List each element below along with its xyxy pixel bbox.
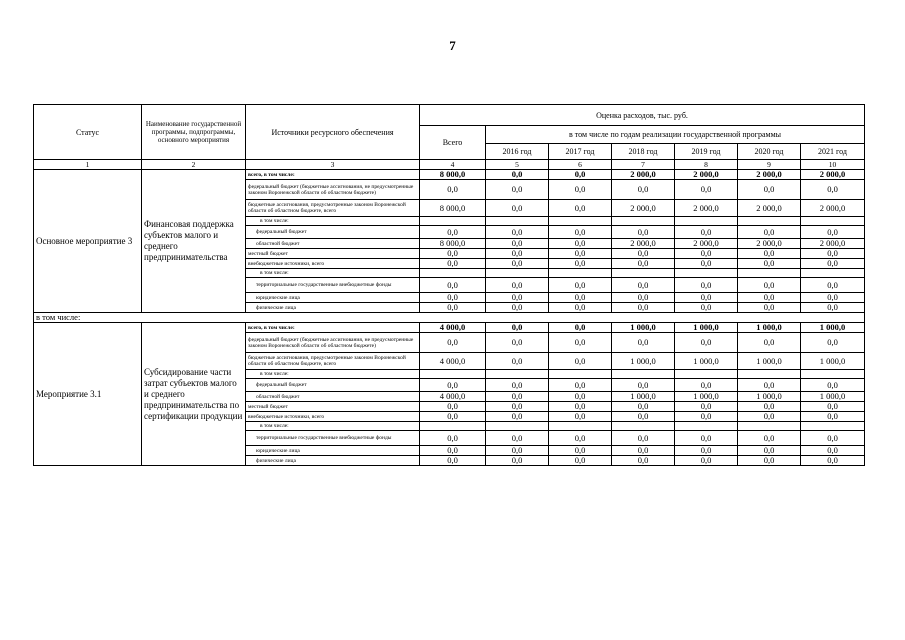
value-cell: 2 000,0: [738, 239, 801, 249]
value-cell: [675, 217, 738, 226]
column-number: 4: [420, 160, 486, 170]
value-cell: 0,0: [486, 278, 549, 293]
value-cell: 0,0: [486, 259, 549, 269]
value-cell: 0,0: [549, 200, 612, 217]
value-cell: 0,0: [612, 226, 675, 239]
value-cell: 2 000,0: [675, 170, 738, 180]
value-cell: 0,0: [801, 259, 865, 269]
value-cell: 0,0: [738, 431, 801, 446]
header-year: 2017 год: [549, 144, 612, 160]
value-cell: 2 000,0: [675, 200, 738, 217]
source-cell: всего, в том числе:: [246, 170, 420, 180]
value-cell: 2 000,0: [738, 200, 801, 217]
header-name: Наименование государственной программы, подпрограммы, основного мероприятия: [142, 105, 246, 160]
value-cell: 0,0: [738, 402, 801, 412]
value-cell: 0,0: [675, 293, 738, 303]
source-cell: бюджетные ассигнования, предусмотренные законом Воронежской области об областном бюджете, всего: [246, 353, 420, 370]
value-cell: 0,0: [738, 333, 801, 353]
value-cell: 0,0: [801, 278, 865, 293]
header-year: 2016 год: [486, 144, 549, 160]
value-cell: 1 000,0: [612, 353, 675, 370]
value-cell: 0,0: [801, 249, 865, 259]
value-cell: [549, 422, 612, 431]
value-cell: 0,0: [420, 249, 486, 259]
value-cell: 0,0: [738, 278, 801, 293]
value-cell: 0,0: [549, 278, 612, 293]
value-cell: 0,0: [738, 379, 801, 392]
table-row: [34, 323, 865, 333]
value-cell: 0,0: [612, 259, 675, 269]
value-cell: 0,0: [486, 293, 549, 303]
value-cell: 1 000,0: [801, 323, 865, 333]
value-cell: 4 000,0: [420, 323, 486, 333]
value-cell: 2 000,0: [612, 200, 675, 217]
value-cell: 0,0: [675, 333, 738, 353]
value-cell: 2 000,0: [801, 170, 865, 180]
value-cell: 2 000,0: [801, 200, 865, 217]
source-cell: областной бюджет: [246, 392, 420, 402]
value-cell: 0,0: [420, 259, 486, 269]
value-cell: 4 000,0: [420, 353, 486, 370]
value-cell: [612, 217, 675, 226]
value-cell: 0,0: [612, 293, 675, 303]
source-cell: внебюджетные источники, всего: [246, 259, 420, 269]
value-cell: 0,0: [420, 333, 486, 353]
subheading-block: [34, 313, 865, 323]
value-cell: 1 000,0: [801, 353, 865, 370]
value-cell: 0,0: [486, 402, 549, 412]
header-year: 2018 год: [612, 144, 675, 160]
value-cell: 0,0: [486, 200, 549, 217]
value-cell: 0,0: [549, 379, 612, 392]
source-cell: юридические лица: [246, 446, 420, 456]
value-cell: 0,0: [549, 170, 612, 180]
value-cell: 0,0: [549, 333, 612, 353]
header-year: 2020 год: [738, 144, 801, 160]
value-cell: [420, 422, 486, 431]
value-cell: [675, 370, 738, 379]
value-cell: 1 000,0: [675, 353, 738, 370]
column-number: 8: [675, 160, 738, 170]
value-cell: 0,0: [549, 293, 612, 303]
source-cell: юридические лица: [246, 293, 420, 303]
value-cell: 0,0: [420, 379, 486, 392]
value-cell: 0,0: [420, 412, 486, 422]
name-cell: Финансовая поддержка субъектов малого и среднего предпринимательства: [142, 170, 246, 313]
value-cell: 0,0: [801, 303, 865, 313]
value-cell: 0,0: [738, 226, 801, 239]
value-cell: 0,0: [801, 446, 865, 456]
value-cell: 0,0: [675, 259, 738, 269]
value-cell: 0,0: [801, 431, 865, 446]
value-cell: 0,0: [738, 446, 801, 456]
value-cell: 0,0: [675, 456, 738, 466]
value-cell: 0,0: [486, 323, 549, 333]
value-cell: 0,0: [738, 180, 801, 200]
source-cell: бюджетные ассигнования, предусмотренные законом Воронежской области об областном бюджете, всего: [246, 200, 420, 217]
source-cell: внебюджетные источники, всего: [246, 412, 420, 422]
value-cell: 8 000,0: [420, 239, 486, 249]
column-number: 1: [34, 160, 142, 170]
value-cell: 0,0: [612, 412, 675, 422]
source-cell: в том числе:: [246, 217, 420, 226]
value-cell: 0,0: [549, 402, 612, 412]
source-cell: территориальные государственные внебюджетные фонды: [246, 431, 420, 446]
value-cell: 2 000,0: [612, 170, 675, 180]
source-cell: территориальные государственные внебюджетные фонды: [246, 278, 420, 293]
value-cell: 0,0: [801, 333, 865, 353]
value-cell: 0,0: [612, 303, 675, 313]
column-number: 6: [549, 160, 612, 170]
table-header: [34, 105, 865, 170]
source-cell: федеральный бюджет: [246, 226, 420, 239]
main-activity-3-block: [34, 170, 865, 313]
value-cell: 0,0: [801, 456, 865, 466]
value-cell: 0,0: [486, 180, 549, 200]
value-cell: 2 000,0: [801, 239, 865, 249]
value-cell: [486, 217, 549, 226]
column-numbers-row: [34, 160, 865, 170]
value-cell: 1 000,0: [612, 323, 675, 333]
value-cell: 2 000,0: [738, 170, 801, 180]
value-cell: [612, 370, 675, 379]
value-cell: 0,0: [549, 323, 612, 333]
value-cell: [612, 269, 675, 278]
source-cell: в том числе:: [246, 269, 420, 278]
value-cell: 0,0: [549, 431, 612, 446]
value-cell: [612, 422, 675, 431]
name-cell: Субсидирование части затрат субъектов малого и среднего предпринимательства по сертификации продукции: [142, 323, 246, 466]
header-year: 2021 год: [801, 144, 865, 160]
column-number: 2: [142, 160, 246, 170]
value-cell: 0,0: [675, 431, 738, 446]
value-cell: [738, 269, 801, 278]
value-cell: 0,0: [612, 333, 675, 353]
column-number: 10: [801, 160, 865, 170]
value-cell: 0,0: [675, 226, 738, 239]
activity-3-1-block: [34, 323, 865, 466]
value-cell: 0,0: [801, 180, 865, 200]
value-cell: 0,0: [738, 456, 801, 466]
value-cell: 1 000,0: [612, 392, 675, 402]
header-year: 2019 год: [675, 144, 738, 160]
value-cell: 0,0: [675, 180, 738, 200]
value-cell: [675, 269, 738, 278]
value-cell: 0,0: [420, 180, 486, 200]
value-cell: 0,0: [738, 249, 801, 259]
value-cell: 0,0: [549, 259, 612, 269]
value-cell: [549, 269, 612, 278]
header-by-years: в том числе по годам реализации государственной программы: [486, 126, 865, 144]
value-cell: 0,0: [486, 379, 549, 392]
value-cell: 8 000,0: [420, 170, 486, 180]
header-estimate: Оценка расходов, тыс. руб.: [420, 105, 865, 126]
value-cell: 0,0: [486, 170, 549, 180]
value-cell: 0,0: [549, 392, 612, 402]
status-cell: Основное мероприятие 3: [34, 170, 142, 313]
source-cell: местный бюджет: [246, 249, 420, 259]
value-cell: [486, 370, 549, 379]
value-cell: [549, 217, 612, 226]
value-cell: 1 000,0: [738, 353, 801, 370]
value-cell: [801, 422, 865, 431]
page-number: 7: [449, 38, 456, 53]
value-cell: 1 000,0: [675, 392, 738, 402]
value-cell: 0,0: [420, 278, 486, 293]
value-cell: 0,0: [420, 226, 486, 239]
value-cell: 0,0: [486, 239, 549, 249]
value-cell: 0,0: [549, 239, 612, 249]
value-cell: 2 000,0: [612, 239, 675, 249]
column-number: 7: [612, 160, 675, 170]
value-cell: 0,0: [675, 379, 738, 392]
value-cell: 0,0: [612, 180, 675, 200]
value-cell: 0,0: [801, 402, 865, 412]
source-cell: в том числе:: [246, 370, 420, 379]
value-cell: [549, 370, 612, 379]
value-cell: 0,0: [675, 412, 738, 422]
value-cell: 0,0: [549, 180, 612, 200]
source-cell: физические лица: [246, 303, 420, 313]
value-cell: 0,0: [612, 249, 675, 259]
source-cell: федеральный бюджет (бюджетные ассигнования, не предусмотренные законом Воронежской области об областном бюджете): [246, 180, 420, 200]
value-cell: [420, 370, 486, 379]
in-that-number-label: в том числе:: [34, 313, 865, 323]
value-cell: 0,0: [801, 226, 865, 239]
value-cell: [801, 370, 865, 379]
value-cell: 0,0: [612, 446, 675, 456]
header-sources: Источники ресурсного обеспечения: [246, 105, 420, 160]
value-cell: 0,0: [675, 446, 738, 456]
value-cell: 0,0: [549, 456, 612, 466]
value-cell: 0,0: [420, 293, 486, 303]
value-cell: 8 000,0: [420, 200, 486, 217]
value-cell: [675, 422, 738, 431]
value-cell: 0,0: [612, 402, 675, 412]
value-cell: 0,0: [420, 456, 486, 466]
value-cell: 0,0: [675, 249, 738, 259]
value-cell: 0,0: [549, 353, 612, 370]
header-status: Статус: [34, 105, 142, 160]
value-cell: 0,0: [549, 412, 612, 422]
value-cell: 0,0: [675, 402, 738, 412]
value-cell: 0,0: [549, 446, 612, 456]
value-cell: 0,0: [486, 431, 549, 446]
column-number: 5: [486, 160, 549, 170]
column-number: 3: [246, 160, 420, 170]
value-cell: [420, 269, 486, 278]
source-cell: федеральный бюджет: [246, 379, 420, 392]
value-cell: 0,0: [738, 303, 801, 313]
value-cell: 0,0: [549, 249, 612, 259]
value-cell: 1 000,0: [801, 392, 865, 402]
value-cell: 0,0: [801, 412, 865, 422]
value-cell: 0,0: [738, 259, 801, 269]
value-cell: 0,0: [612, 456, 675, 466]
header-total: Всего: [420, 126, 486, 160]
value-cell: 0,0: [549, 226, 612, 239]
value-cell: 1 000,0: [738, 392, 801, 402]
value-cell: 0,0: [486, 226, 549, 239]
value-cell: 4 000,0: [420, 392, 486, 402]
value-cell: 0,0: [738, 293, 801, 303]
column-number: 9: [738, 160, 801, 170]
value-cell: [801, 269, 865, 278]
value-cell: 0,0: [486, 412, 549, 422]
source-cell: в том числе:: [246, 422, 420, 431]
value-cell: 0,0: [486, 333, 549, 353]
value-cell: 0,0: [420, 402, 486, 412]
value-cell: [801, 217, 865, 226]
value-cell: 0,0: [549, 303, 612, 313]
value-cell: 0,0: [420, 431, 486, 446]
value-cell: 0,0: [675, 303, 738, 313]
value-cell: [738, 370, 801, 379]
source-cell: федеральный бюджет (бюджетные ассигнования, не предусмотренные законом Воронежской области об областном бюджете): [246, 333, 420, 353]
value-cell: [738, 422, 801, 431]
value-cell: 0,0: [486, 392, 549, 402]
source-cell: физические лица: [246, 456, 420, 466]
value-cell: 0,0: [486, 446, 549, 456]
value-cell: 2 000,0: [675, 239, 738, 249]
value-cell: 0,0: [420, 303, 486, 313]
value-cell: 0,0: [486, 353, 549, 370]
value-cell: [486, 269, 549, 278]
value-cell: 1 000,0: [738, 323, 801, 333]
value-cell: 0,0: [675, 278, 738, 293]
value-cell: 1 000,0: [675, 323, 738, 333]
value-cell: 0,0: [486, 303, 549, 313]
source-cell: всего, в том числе:: [246, 323, 420, 333]
value-cell: [486, 422, 549, 431]
table-row: [34, 170, 865, 180]
source-cell: областной бюджет: [246, 239, 420, 249]
value-cell: 0,0: [612, 431, 675, 446]
value-cell: [738, 217, 801, 226]
value-cell: 0,0: [486, 249, 549, 259]
value-cell: 0,0: [801, 293, 865, 303]
value-cell: 0,0: [738, 412, 801, 422]
budget-table: [33, 104, 865, 466]
value-cell: 0,0: [612, 379, 675, 392]
status-cell: Мероприятие 3.1: [34, 323, 142, 466]
value-cell: 0,0: [612, 278, 675, 293]
value-cell: 0,0: [420, 446, 486, 456]
value-cell: [420, 217, 486, 226]
source-cell: местный бюджет: [246, 402, 420, 412]
value-cell: 0,0: [486, 456, 549, 466]
value-cell: 0,0: [801, 379, 865, 392]
